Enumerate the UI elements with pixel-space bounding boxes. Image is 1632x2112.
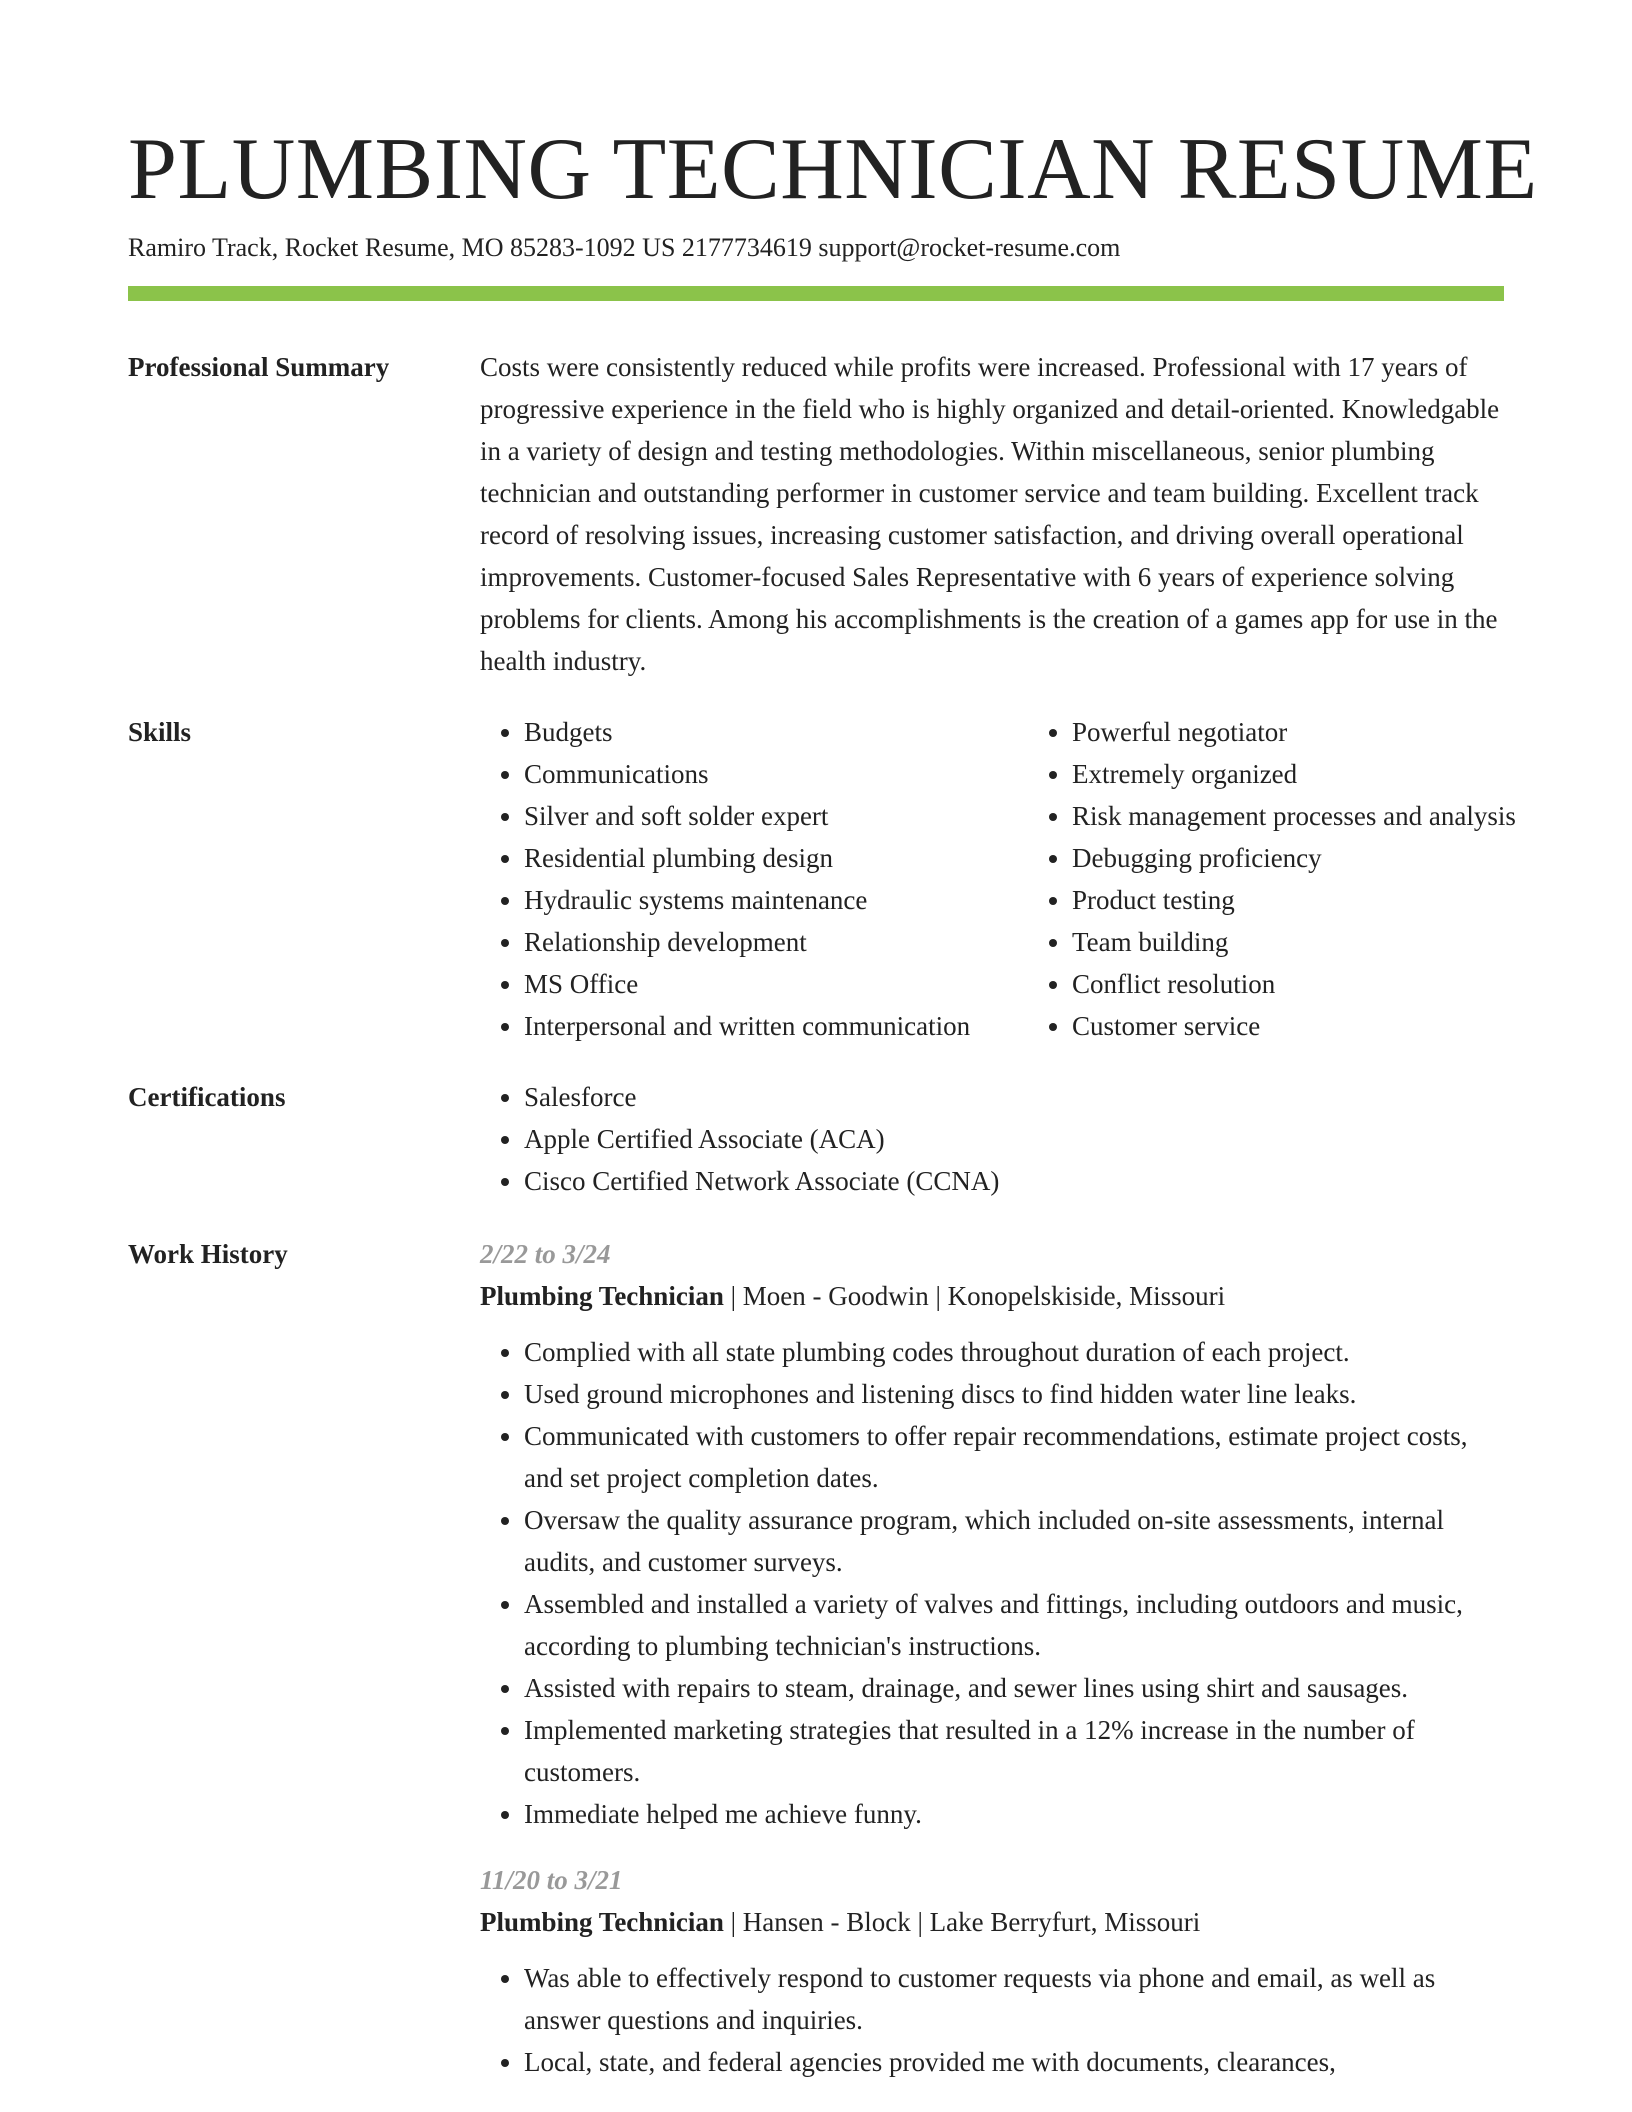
list-item: • Extremely organized xyxy=(1072,753,1592,795)
list-item: • Cisco Certified Network Associate (CCNA) xyxy=(524,1160,1504,1202)
summary-body xyxy=(480,346,1504,682)
job-details: | Moen - Goodwin | Konopelskiside, Missouri xyxy=(723,1281,1226,1311)
list-item: • Salesforce xyxy=(524,1076,1504,1118)
certifications-list xyxy=(480,1076,1504,1202)
list-item: • Communications xyxy=(524,753,1028,795)
list-item: • Immediate helped me achieve funny. xyxy=(524,1793,1504,1835)
list-item: • Was able to effectively respond to customer requests via phone and email, as well as answer questions and inquiries. xyxy=(524,1957,1504,2041)
skills-right-list xyxy=(1028,711,1592,1047)
list-item: • Residential plumbing design xyxy=(524,837,1028,879)
header-divider xyxy=(128,286,1504,301)
list-item: • Communicated with customers to offer repair recommendations, estimate project costs, and set project completion dates. xyxy=(524,1415,1504,1499)
list-item: • MS Office xyxy=(524,963,1028,1005)
job-title: Plumbing Technician xyxy=(480,1281,724,1311)
job-title: Plumbing Technician xyxy=(480,1907,724,1937)
list-item: • Local, state, and federal agencies provided me with documents, clearances, xyxy=(524,2041,1504,2083)
skills-body xyxy=(480,711,1516,1047)
job-bullets xyxy=(480,1957,1504,2083)
job-bullets xyxy=(480,1331,1504,1835)
skills-label: Skills xyxy=(128,717,192,747)
list-item: • Implemented marketing strategies that resulted in a 12% increase in the number of customers. xyxy=(524,1709,1504,1793)
list-item: • Interpersonal and written communication xyxy=(524,1005,1028,1047)
list-item: • Risk management processes and analysis xyxy=(1072,795,1592,837)
summary-label: Professional Summary xyxy=(128,352,390,382)
list-item: • Assisted with repairs to steam, drainage, and sewer lines using shirt and sausages. xyxy=(524,1667,1504,1709)
job-heading xyxy=(480,1901,1504,1943)
contact-line: Ramiro Track, Rocket Resume, MO 85283-1092 US 2177734619 support@rocket-resume.com xyxy=(128,233,1121,262)
list-item: • Assembled and installed a variety of valves and fittings, including outdoors and music, according to plumbing technician's instructions. xyxy=(524,1583,1504,1667)
certifications-body xyxy=(480,1076,1504,1202)
list-item: • Budgets xyxy=(524,711,1028,753)
list-item: • Customer service xyxy=(1072,1005,1592,1047)
list-item: • Powerful negotiator xyxy=(1072,711,1592,753)
job-dates: 2/22 to 3/24 xyxy=(480,1239,611,1269)
list-item: • Silver and soft solder expert xyxy=(524,795,1028,837)
certifications-label: Certifications xyxy=(128,1082,286,1112)
list-item: • Apple Certified Associate (ACA) xyxy=(524,1118,1504,1160)
summary-text: Costs were consistently reduced while profits were increased. Professional with 17 years of progressive experience in the field who is highly organized and detail-oriented. Knowledgable in a variety of design and testing methodologies. Within miscellaneous, senior plumbing technician and outstanding performer in customer service and team building. Excellent track record of resolving issues, increasing customer satisfaction, and driving overall operational improvements. Customer-focused Sales Representative with 6 years of experience solving problems for clients. Among his accomplishments is the creation of a games app for use in the health industry. xyxy=(480,352,1500,676)
list-item: • Hydraulic systems maintenance xyxy=(524,879,1028,921)
job-heading xyxy=(480,1275,1504,1317)
list-item: • Product testing xyxy=(1072,879,1592,921)
resume-title: PLUMBING TECHNICIAN RESUME xyxy=(128,121,1538,218)
job-entry xyxy=(480,1859,1504,2083)
list-item: • Conflict resolution xyxy=(1072,963,1592,1005)
list-item: • Debugging proficiency xyxy=(1072,837,1592,879)
list-item: • Team building xyxy=(1072,921,1592,963)
list-item: • Relationship development xyxy=(524,921,1028,963)
skills-left-list xyxy=(480,711,1028,1047)
list-item: • Oversaw the quality assurance program, which included on-site assessments, internal audits, and customer surveys. xyxy=(524,1499,1504,1583)
skills-grid xyxy=(480,711,1516,1047)
list-item: • Used ground microphones and listening discs to find hidden water line leaks. xyxy=(524,1373,1504,1415)
work-history-body xyxy=(480,1233,1504,2107)
list-item: • Complied with all state plumbing codes throughout duration of each project. xyxy=(524,1331,1504,1373)
job-details: | Hansen - Block | Lake Berryfurt, Missouri xyxy=(723,1907,1201,1937)
work-history-label: Work History xyxy=(128,1239,288,1269)
job-dates: 11/20 to 3/21 xyxy=(480,1865,623,1895)
job-entry xyxy=(480,1233,1504,1835)
